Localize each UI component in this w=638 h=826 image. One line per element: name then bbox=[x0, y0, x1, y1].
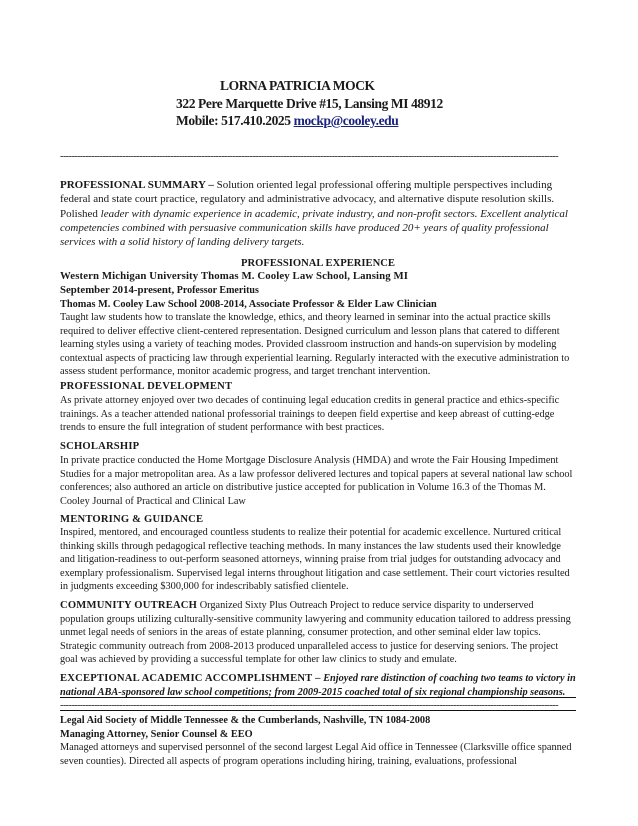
section-rule-bottom bbox=[60, 710, 576, 711]
role-emeritus bbox=[60, 284, 576, 298]
role-dates: September 2014-present, bbox=[60, 284, 175, 296]
candidate-address: 322 Pere Marquette Drive #15, Lansing MI 48912 bbox=[176, 96, 443, 111]
role-title: Professor Emeritus bbox=[176, 285, 259, 296]
mentoring-text: Inspired, mentored, and encouraged countless students to realize their potential for academic excellence. Nurtured critical thinking skills through pedagogical reflective teaching methods. In many instances the law students used their knowledge and litigation-readiness to out-perform seasoned attorneys, winning praise from trial judges for outstanding advocacy and exemplary professionalism. Supervised legal interns throughout litigation and case settlement. Their court victories resulted in judgments exceeding $300,000 for indescribably satisfied clientele. bbox=[60, 527, 570, 593]
summary-text: Solution oriented legal professional offering multiple perspectives including federal and state court practice, regulatory and administrative advocacy, and alternative dispute resolution skills. Polished bbox=[60, 179, 555, 220]
exceptional-accomplishment bbox=[60, 672, 576, 699]
scholarship-text: In private practice conducted the Home Mortgage Disclosure Analysis (HMDA) and wrote the Fair Housing Impediment Studies for a major metropolitan area. As a law professor delivered lectures and topical papers at several national law school conferences; also authored an article on distributive justice accepted for publication in Volume 16.3 of the Thomas M. Cooley Journal of Practical and Clinical Law bbox=[60, 455, 573, 507]
employer-legal-aid: Legal Aid Society of Middle Tennessee & the Cumberlands, Nashville, TN 1084-2008 bbox=[60, 715, 431, 726]
employer-cooley: Western Michigan University Thomas M. Cooley Law School, Lansing MI bbox=[60, 270, 409, 282]
summary-label: PROFESSIONAL SUMMARY – bbox=[60, 179, 214, 191]
prof-dev-text: As private attorney enjoyed over two decades of continuing legal education credits in general practice and ethics-specific trainings. As a teacher attended national professorial trainings to deepen field expertise and keep abreast of cutting-edge trends to ensure the full integration of student performance with best practices. bbox=[60, 395, 560, 434]
community-outreach bbox=[60, 599, 576, 667]
header-divider: -------------------------------------------------------------------------------------------------------------------------------------------------------------------------------- bbox=[60, 152, 559, 162]
scholarship-heading: SCHOLARSHIP bbox=[60, 441, 140, 452]
section-divider: -------------------------------------------------------------------------------------------------------------------------------------------------------------------------------- bbox=[60, 701, 559, 711]
community-text: Organized Sixty Plus Outreach Project to reduce service disparity to underserved population groups utilizing culturally-sensitive community lawyering and community education tailored to address pressing unmet legal needs of seniors in the areas of estate planning, consumer protection, and other seminal elder law topics. Strategic community outreach from 2008-2013 produced unparalleled access to justice for deserving seniors. The project goal was achieved by providing a successful template for other law clinics to study and emulate. bbox=[60, 600, 571, 666]
community-heading: COMMUNITY OUTREACH bbox=[60, 600, 198, 611]
role-associate-description: Taught law students how to translate the knowledge, ethics, and theory learned in seminar into the actual practice skills required to deliver effective client-centered representation. Designed curriculum and lesson plans that catered to different learning styles using a variety of teaching modes. Provided classroom instruction and hands-on supervision by modeling contextual aspects of practicing law through experiential learning. Regularly interacted with the executive administration to assess student performance, monitor academic progress, and target trenchant intervention. bbox=[60, 312, 570, 378]
mobile-number: Mobile: 517.410.2025 bbox=[176, 113, 291, 128]
summary-italic-text: leader with dynamic experience in academic, private industry, and non-profit sectors. Excellent analytical competencies combined with persuasive communication skills have produced 20+ years of quality professional services with a solid history of landing delivery targets. bbox=[60, 207, 568, 249]
exceptional-text: Enjoyed rare distinction of coaching two teams to victory in national ABA-sponsored law school competitions; from 2009-2015 coached total of six regional championship seasons. bbox=[60, 673, 576, 698]
candidate-name: LORNA PATRICIA MOCK bbox=[220, 78, 375, 93]
professional-summary bbox=[60, 178, 576, 249]
section-rule-top bbox=[60, 697, 576, 698]
experience-heading: PROFESSIONAL EXPERIENCE bbox=[241, 258, 395, 269]
exceptional-heading: EXCEPTIONAL ACADEMIC ACCOMPLISHMENT – bbox=[60, 673, 321, 684]
candidate-contact bbox=[176, 113, 398, 129]
role-associate-professor: Thomas M. Cooley Law School 2008-2014, Associate Professor & Elder Law Clinician bbox=[60, 299, 437, 310]
role-managing-attorney: Managing Attorney, Senior Counsel & EEO bbox=[60, 729, 253, 740]
prof-dev-heading: PROFESSIONAL DEVELOPMENT bbox=[60, 381, 233, 392]
legal-aid-description: Managed attorneys and supervised personnel of the second largest Legal Aid office in Tennessee (Clarksville office spanned seven counties). Directed all aspects of program operations including hiring, training, evaluations, professional bbox=[60, 742, 572, 767]
mentoring-heading: MENTORING & GUIDANCE bbox=[60, 514, 204, 525]
email-link[interactable]: mockp@cooley.edu bbox=[293, 113, 399, 128]
